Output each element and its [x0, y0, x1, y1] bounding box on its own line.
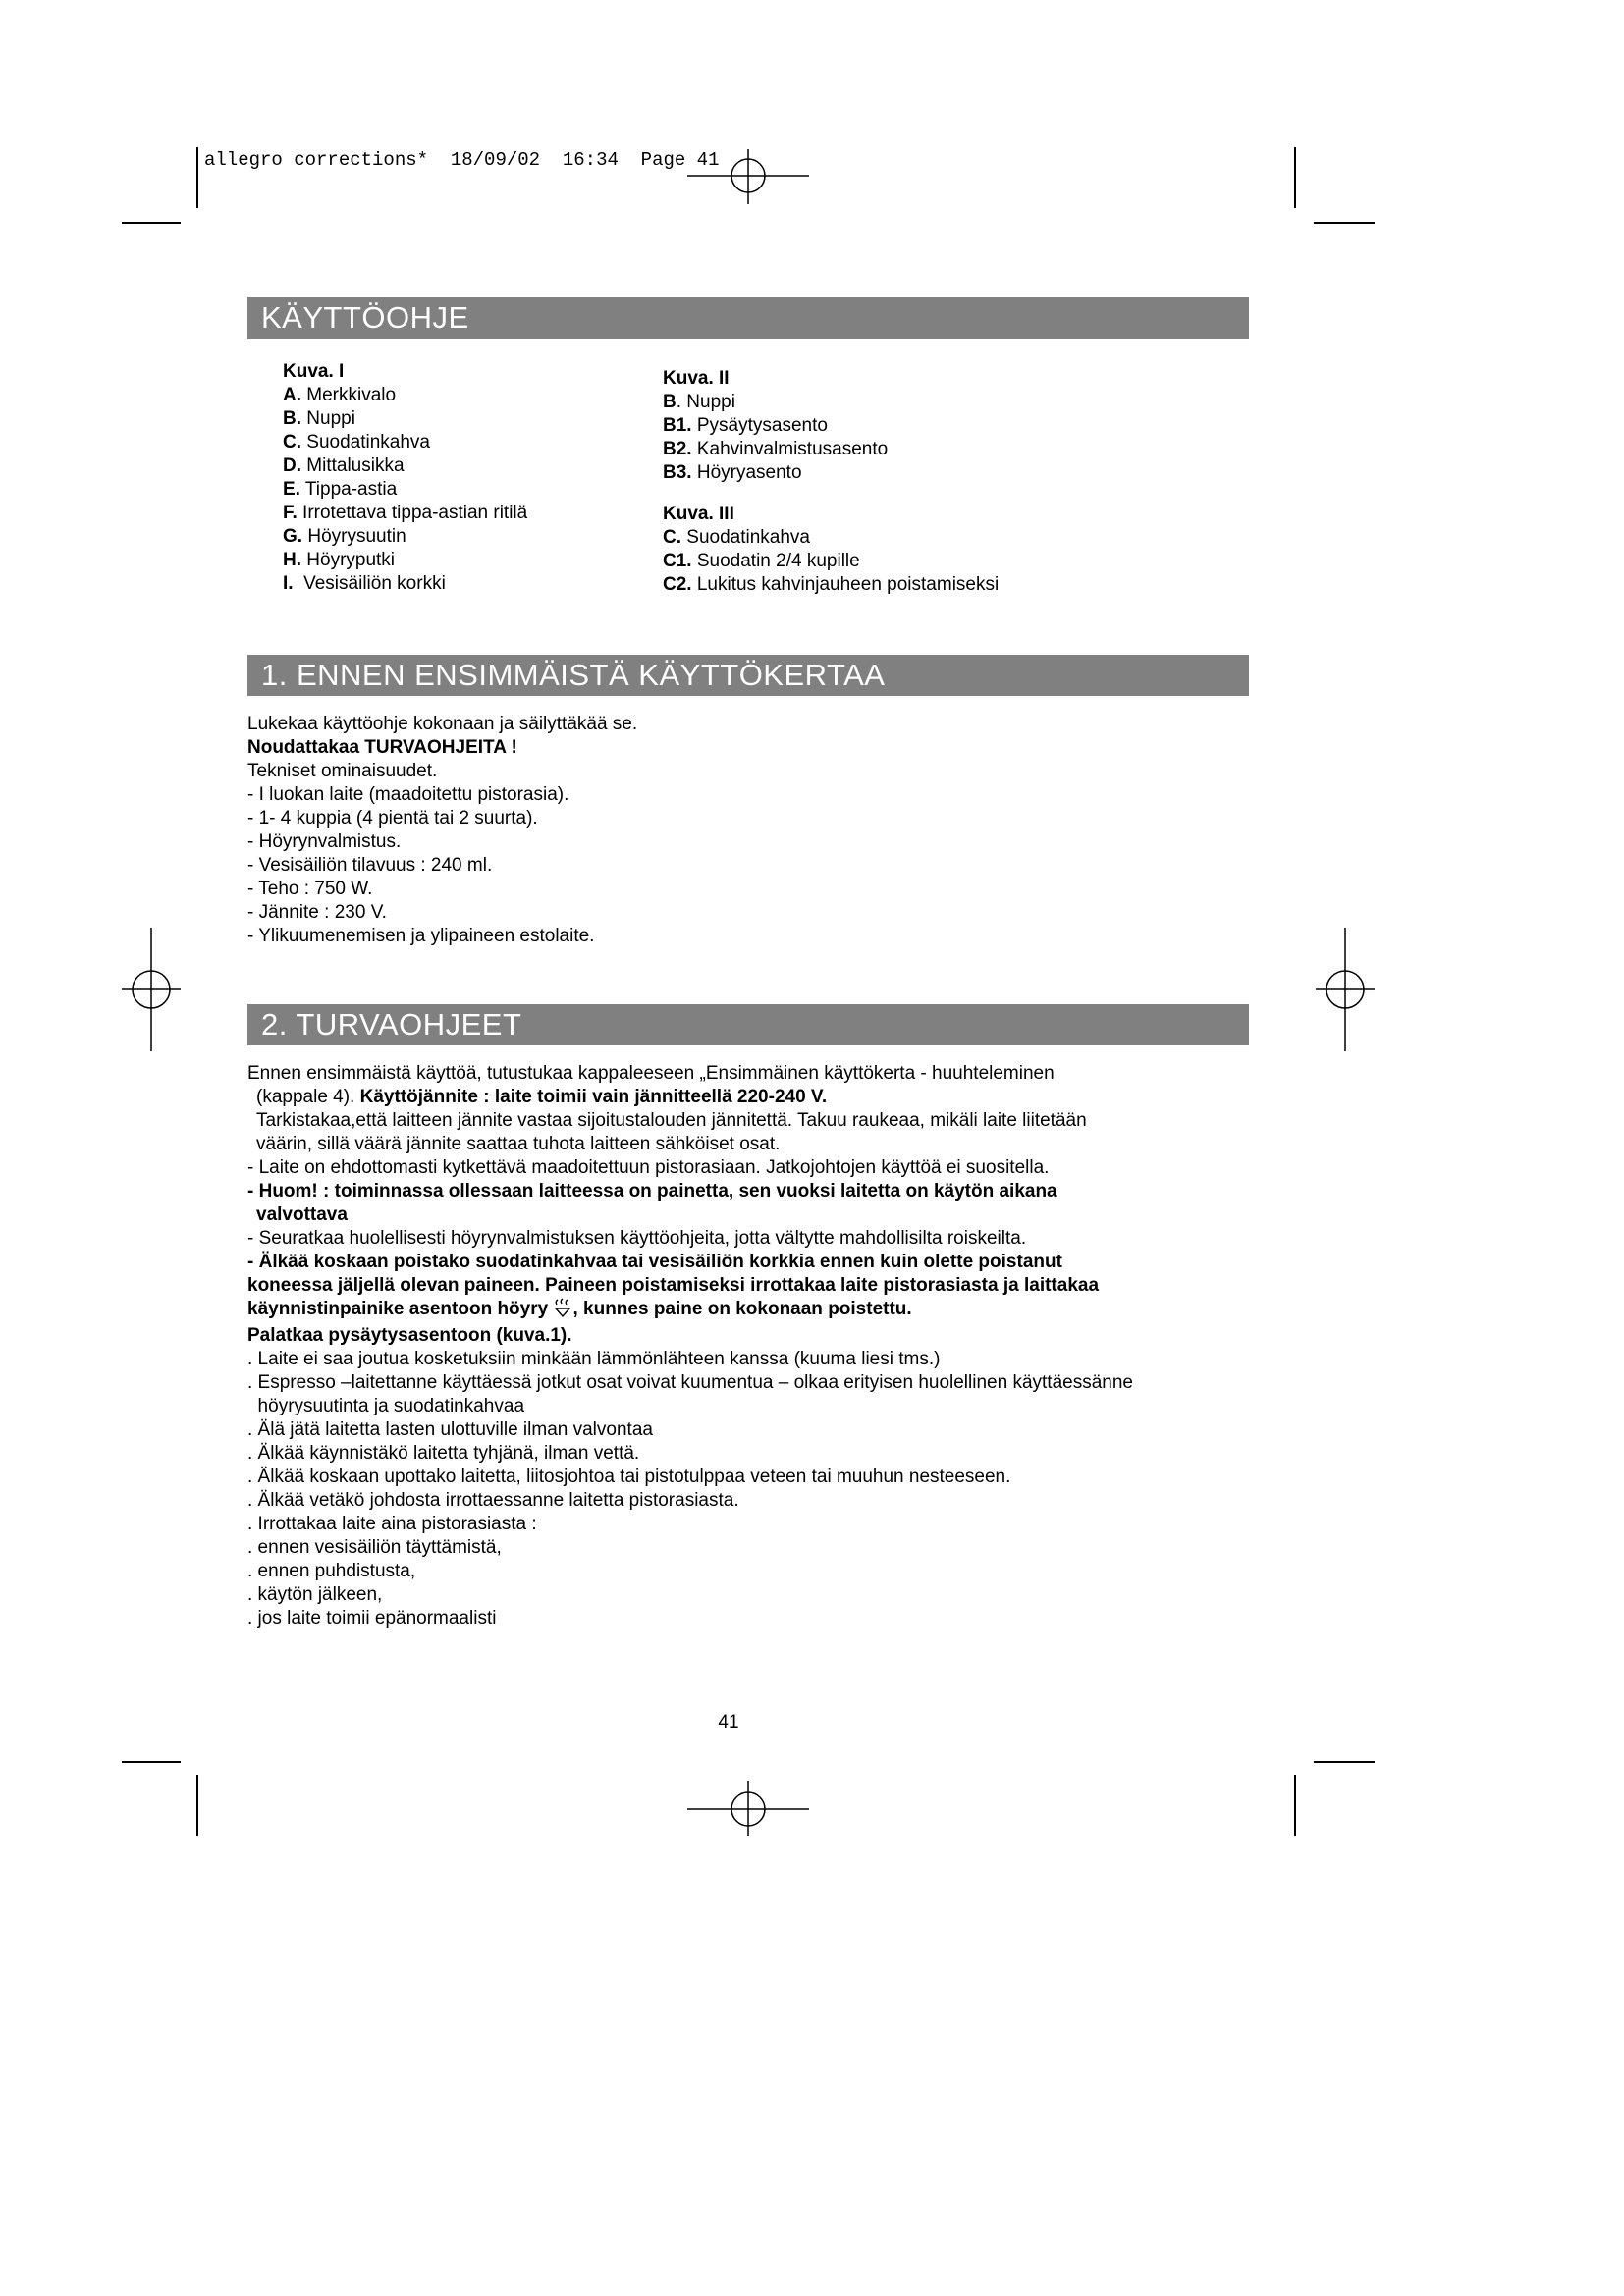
registration-mark-right [1316, 928, 1375, 1051]
safety-notice: Noudattakaa TURVAOHJEITA ! [247, 737, 517, 758]
text-line: valvottava [256, 1204, 348, 1225]
safety-item: . Älä jätä laitetta lasten ulottuville ilman valvontaa [247, 1419, 653, 1440]
legend-item: H. Höyryputki [283, 550, 396, 570]
legend-heading: Kuva. II [663, 368, 730, 389]
legend-item: E. Tippa-astia [283, 479, 398, 500]
safety-item: . Älkää koskaan upottako laitetta, liitosjohtoa tai pistotulppaa veteen tai muuhun nesteeseen. [247, 1467, 1011, 1487]
specs-heading: Tekniset ominaisuudet. [247, 761, 438, 781]
spec-item: - Höyrynvalmistus. [247, 831, 402, 852]
page-number: 41 [718, 1712, 739, 1733]
legend-item: B. Nuppi [283, 408, 355, 429]
safety-item: . Laite ei saa joutua kosketuksiin minkään lämmönlähteen kanssa (kuuma liesi tms.) [247, 1349, 941, 1369]
legend-item: B2. Kahvinvalmistusasento [663, 439, 889, 459]
safety-item: . Espresso –laitettanne käyttäessä jotkut osat voivat kuumentua – olkaa erityisen huolellinen käyttäessänne [247, 1372, 1133, 1393]
legend-item: A. Merkkivalo [283, 385, 397, 405]
crop-mark-br-h [1314, 1761, 1375, 1763]
legend-item: C. Suodatinkahva [283, 432, 430, 453]
spec-item: - Ylikuumenemisen ja ylipaineen estolaite. [247, 926, 595, 946]
crop-mark-tl-h [122, 222, 181, 224]
intro-line: Lukekaa käyttöohje kokonaan ja säilyttäkää se. [247, 714, 638, 734]
text-line: - Huom! : toiminnassa ollessaan laitteessa on painetta, sen vuoksi laitetta on käytön aikana [247, 1181, 1057, 1201]
spec-item: - Jännite : 230 V. [247, 902, 387, 923]
legend-item: F. Irrotettava tippa-astian ritilä [283, 503, 528, 523]
registration-mark-bottom [687, 1775, 809, 1836]
legend-item: G. Höyrysuutin [283, 526, 406, 547]
section-band-1: 1. ENNEN ENSIMMÄISTÄ KÄYTTÖKERTAA [247, 655, 1249, 696]
steam-icon [553, 1298, 572, 1324]
text-line: - Seuratkaa huolellisesti höyrynvalmistuksen käyttöohjeita, jotta vältytte mahdollisilta roiskeilta. [247, 1228, 1027, 1249]
text-line: koneessa jäljellä olevan paineen. Paineen poistamiseksi irrottakaa laite pistorasiasta ja laittakaa [247, 1275, 1100, 1296]
legend-item: B. Nuppi [663, 392, 735, 412]
section-1-body [247, 713, 1259, 948]
safety-item: . käytön jälkeen, [247, 1584, 383, 1605]
print-slug: allegro corrections* 18/09/02 16:34 Page 41 [204, 149, 720, 171]
text-line: Ennen ensimmäistä käyttöä, tutustukaa kappaleeseen „Ensimmäinen käyttökerta - huuhteleminen [247, 1063, 1055, 1084]
text-line: - Laite on ehdottomasti kytkettävä maadoitettuun pistorasiaan. Jatkojohtojen käyttöä ei suositella. [247, 1157, 1050, 1178]
safety-item: . Älkää vetäkö johdosta irrottaessanne laitetta pistorasiasta. [247, 1490, 739, 1511]
legend-item: C2. Lukitus kahvinjauheen poistamiseksi [663, 574, 1000, 595]
legend-item: B1. Pysäytysasento [663, 415, 828, 436]
text-line: väärin, sillä väärä jännite saattaa tuhota laitteen sähköiset osat. [256, 1134, 781, 1154]
safety-item: . Älkää käynnistäkö laitetta tyhjänä, ilman vettä. [247, 1443, 640, 1464]
legend-item: C1. Suodatin 2/4 kupille [663, 551, 860, 571]
registration-mark-top [687, 149, 809, 210]
legend-item: B3. Höyryasento [663, 462, 802, 483]
safety-item: . ennen vesisäiliön täyttämistä, [247, 1537, 502, 1558]
registration-mark-left [122, 928, 181, 1051]
crop-mark-bl-h [122, 1761, 181, 1763]
crop-mark-tl-v [196, 147, 198, 208]
safety-item: . ennen puhdistusta, [247, 1561, 416, 1581]
section-band-2: 2. TURVAOHJEET [247, 1004, 1249, 1045]
safety-item: . jos laite toimii epänormaalisti [247, 1608, 497, 1629]
legend-heading: Kuva. III [663, 504, 734, 524]
safety-item: höyrysuutinta ja suodatinkahvaa [247, 1396, 525, 1416]
legend-item: D. Mittalusikka [283, 455, 405, 476]
crop-mark-br-v [1294, 1775, 1296, 1836]
spec-item: - 1- 4 kuppia (4 pientä tai 2 suurta). [247, 808, 538, 828]
crop-mark-tr-v [1294, 147, 1296, 208]
legend-heading: Kuva. I [283, 361, 345, 382]
section-2-body [247, 1062, 1259, 1630]
legend-item: C. Suodatinkahva [663, 527, 810, 548]
crop-mark-tr-h [1314, 222, 1375, 224]
text-line: Palatkaa pysäytysasentoon (kuva.1). [247, 1325, 572, 1346]
spec-item: - I luokan laite (maadoitettu pistorasia). [247, 784, 569, 805]
text-line: - Älkää koskaan poistako suodatinkahvaa tai vesisäiliön korkkia ennen kuin olette poistanut [247, 1252, 1062, 1272]
header-band-kayttoohje: KÄYTTÖOHJE [247, 297, 1249, 339]
text-line: käynnistinpainike asentoon höyry , kunnes paine on kokonaan poistettu. [247, 1298, 1259, 1324]
spec-item: - Vesisäiliön tilavuus : 240 ml. [247, 855, 493, 876]
spec-item: - Teho : 750 W. [247, 879, 373, 899]
text-line: (kappale 4). Käyttöjännite : laite toimii vain jännitteellä 220-240 V. [256, 1087, 828, 1107]
legend-item: I. Vesisäiliön korkki [283, 573, 446, 594]
legend-kuva-1 [283, 360, 527, 596]
text-line: Tarkistakaa,että laitteen jännite vastaa sijoitustalouden jännitettä. Takuu raukeaa, mikäli laite liitetään [256, 1110, 1087, 1131]
crop-mark-bl-v [196, 1775, 198, 1836]
legend-kuva-2-3 [663, 367, 999, 597]
safety-item: . Irrottakaa laite aina pistorasiasta : [247, 1514, 537, 1534]
